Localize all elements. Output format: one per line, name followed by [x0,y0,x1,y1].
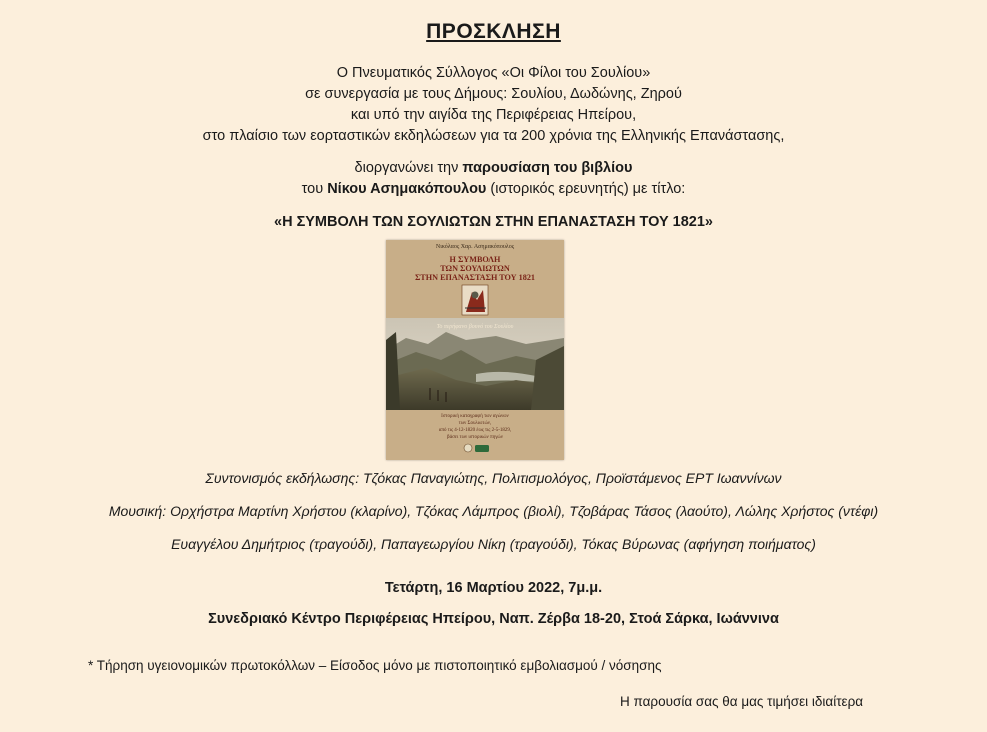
health-note: * Τήρηση υγειονομικών πρωτοκόλλων – Είσοδος μόνο με πιστοποιητικό εμβολιασμού / νόσησης [88,658,662,673]
organizes-block [0,158,987,200]
book-title: «Η ΣΥΜΒΟΛΗ ΤΩΝ ΣΟΥΛΙΩΤΩΝ ΣΤΗΝ ΕΠΑΝΑΣΤΑΣΗ ΤΟΥ 1821» [274,214,713,230]
cover-description-line: Ιστορική καταγραφή των αγώνων [441,414,509,419]
cover-description-line: βάσει των ιστορικών πηγών [447,435,503,440]
author-prefix: του [301,181,328,197]
intro-line: και υπό την αιγίδα της Περιφέρειας Ηπείρου, [350,107,637,123]
book-cover-image [386,240,564,460]
publisher-logo-icon [464,444,489,452]
coordination-line: Συντονισμός εκδήλωσης: Τζόκας Παναγιώτης, Πολιτισμολόγος, Προϊστάμενος ΕΡΤ Ιωαννίνων [205,470,782,486]
closing-line: Η παρουσία σας θα μας τιμήσει ιδιαίτερα [620,694,864,709]
cover-title-line: Η ΣΥΜΒΟΛΗ [449,255,501,264]
intro-line: σε συνεργασία με τους Δήμους: Σουλίου, Δωδώνης, Ζηρού [305,86,682,102]
author-suffix: (ιστορικός ερευνητής) με τίτλο: [486,181,686,197]
cover-title-line: ΣΤΗΝ ΕΠΑΝΑΣΤΑΣΗ ΤΟΥ 1821 [414,273,536,282]
event-date: Τετάρτη, 16 Μαρτίου 2022, 7μ.μ. [384,580,603,596]
cover-title-line: ΤΩΝ ΣΟΥΛΙΩΤΩΝ [440,264,510,273]
intro-line: στο πλαίσιο των εορταστικών εκδηλώσεων για τα 200 χρόνια της Ελληνικής Επανάστασης, [202,128,785,144]
presentation-label: παρουσίαση του βιβλίου [462,160,633,176]
page-title: ΠΡΟΣΚΛΗΣΗ [426,20,561,43]
intro-line: Ο Πνευματικός Σύλλογος «Οι Φίλοι του Σουλίου» [336,65,651,81]
music-line: Μουσική: Ορχήστρα Μαρτίνη Χρήστου (κλαρίνο), Τζόκας Λάμπρος (βιολί), Τζοβάρας Τάσος (λαούτο), Λώλης Χρήστος (ντέφι) [108,503,879,519]
singers-line: Ευαγγέλου Δημήτριος (τραγούδι), Παπαγεωργίου Νίκη (τραγούδι), Τόκας Βύρωνας (αφήγηση ποιήματος) [171,536,816,552]
author-name: Νίκου Ασημακόπουλου [327,181,487,197]
organizes-prefix: διοργανώνει την [354,160,463,176]
cover-description-line: από τις 4-12-1820 έως τις 2-5-1829, [438,428,512,433]
organizes-line [0,158,987,179]
cover-author: Νικόλαος Χαρ. Ασημακόπουλος [435,244,515,250]
cover-description-line: των Σουλιωτών, [458,421,492,426]
author-line [0,179,987,200]
cover-subtitle: Το περήφανο βουνό του Σουλίου [436,324,514,330]
intro-block [0,63,987,147]
cover-emblem [462,285,488,315]
event-venue: Συνεδριακό Κέντρο Περιφέρειας Ηπείρου, Ναπ. Ζέρβα 18-20, Στοά Σάρκα, Ιωάννινα [208,611,779,627]
